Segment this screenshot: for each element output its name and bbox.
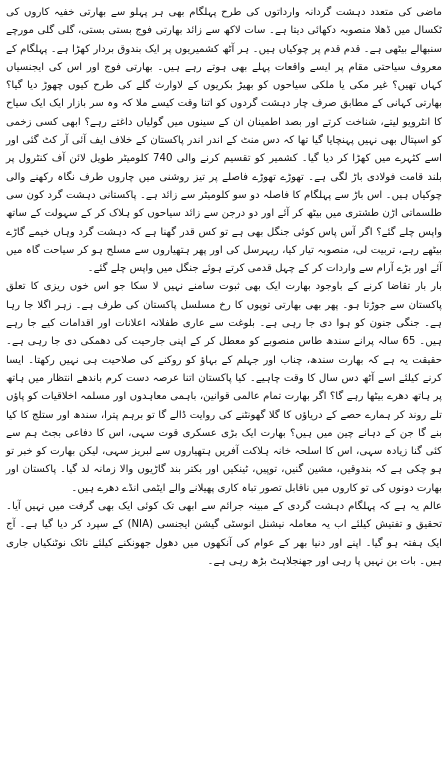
article-paragraph-3: عالم یہ ہے کہ پہلگام دہشت گردی کے مبینہ جرائم سے ابھی تک کوئی ایک بھی گرفت میں نہیں آیا۔ تحقیق و تفتیش کیلئے اب یہ معاملہ نیشنل انوسٹی گیشن ایجنسی (NIA) کے سپرد کر دیا گیا ہے۔ آج ایک ہفتہ ہو گیا۔ اپنے اور دنیا بھر کے عوام کی آنکھوں میں دھول جھونکنے کیلئے ناٹک نوٹنکیاں جاری ہیں۔ بات بن نہیں پا رہی اور جھنجلاہٹ بڑھ رہی ہے۔ [6,501,442,567]
article-body [6,4,442,571]
article-paragraph-1: ماضی کی متعدد دہشت گردانہ وارداتوں کی طرح پہلگام بھی ہر پہلو سے بھارتی خفیہ کاروں کی ٹکسال میں ڈھلا منصوبہ دکھائی دیتا ہے۔ سات لاکھ سے زائد بھارتی فوج بستی بستی، گلی گلی مورچے سنبھالے بیٹھی ہے۔ قدم قدم پر چوکیاں ہیں۔ ہر آٹھ کشمیریوں پر ایک بندوق بردار کھڑا ہے۔ پہلگام کے معروف سیاحتی مقام پر ایسے واقعات پہلے بھی ہوتے رہے ہیں۔ بھارتی فوج اور اس کی ایجنسیاں کہاں تھیں؟ غیر مکی یا ملکی سیاحوں کو بھیڑ بکریوں کے لاوارث گلے کی طرح کیوں چھوڑ دیا گیا؟ بھارتی کہانی کے مطابق صرف چار دہشت گردوں کو اتنا وقت کیسے ملا کہ وہ سر بازار ایک ایک سیاح کا انٹرویو لیتے، شناخت کرتے اور بصد اطمینان ان کے سینوں میں گولیاں داغتے رہے؟ ابھی کسی زخمی کو اسپتال بھی نہیں پہنچایا گیا تھا کہ دس منٹ کے اندر اندر پاکستان کے خلاف ایف آئی آر کٹ گئی اور اسے کٹہرے میں کھڑا کر دیا گیا۔ کشمیر کو تقسیم کرنے والی 740 کلومیٹر طویل لائن آف کنٹرول پر بلند قامت فولادی باڑ لگی ہے۔ تھوڑے تھوڑے فاصلے پر تیز روشنی میں چاروں طرف نگاہ رکھنے والی چوکیاں ہیں۔ اس باڑ سے پہلگام کا فاصلہ دو سو کلومیٹر سے زائد ہے۔ پاکستانی دہشت گرد کون سی طلسماتی اڑن طشتری میں بیٹھ کر آئے اور دو درجن سے زائد سیاحوں کو ہلاک کر کے سہولت کے ساتھ واپس چلے گئے؟ اگر آس پاس کوئی جنگل بھی ہے تو کس قدر گھنا ہے کہ دہشت گرد وہاں خیمے گاڑے بیٹھے رہے، تربیت لی، منصوبہ تیار کیا، ریہرسل کی اور پھر ہتھیاروں سے مسلح ہو کر سیاحت گاہ میں آئے اور بڑے آرام سے واردات کر کے چہل قدمی کرتے ہوئے جنگل میں واپس چلے گئے۔ [6,7,442,275]
article-paragraph-2: بار بار تقاضا کرنے کے باوجود بھارت ایک بھی ثبوت سامنے نہیں لا سکا جو اس خوں ریزی کا تعلق پاکستان سے جوڑتا ہو۔ پھر بھی بھارتی توپوں کا رخ مسلسل پاکستان کی طرف ہے۔ زہر اگلا جا رہا ہے۔ جنگی جنون کو ہوا دی جا رہی ہے۔ بلوغت سے عاری طفلانہ اعلانات اور اقدامات کیے جا رہے ہیں۔ 65 سالہ پرانے سندھ طاس منصوبے کو معطل کر کے اپنی جارحیت کی دھمکی دی جا رہی ہے۔ حقیقت یہ ہے کہ بھارت سندھ، چناب اور جہلم کے بہاؤ کو روکنے کی صلاحیت ہی نہیں رکھتا۔ ایسا کرنے کیلئے اسے آٹھ دس سال کا وقت چاہیے۔ کیا پاکستان اتنا عرصہ دست کرم باندھے انتظار میں ہاتھ پر ہاتھ دھرے بیٹھا رہے گا؟ اگر بھارت تمام عالمی قوانین، باہمی معاہدوں اور مسلمہ اخلاقیات کو پاؤں تلے روند کر ہمارے حصے کے دریاؤں کا گلا گھونٹنے کی روایت ڈالے گا تو برہم پترا، سندھ اور ستلج کا کیا بنے گا جن کے دہانے چین میں ہیں؟ بھارت ایک بڑی عسکری قوت سہی، اس کا دفاعی بجٹ ہم سے کئی گنا زیادہ سہی، اس کا اسلحہ خانہ ہلاکت آفریں ہتھیاروں سے لبریز سہی، لیکن بھارت کو خبر تو ہو چکی ہے کہ بندوقیں، مشین گنیں، توپیں، ٹینکیں اور بکتر بند گاڑیوں والا زمانہ لد گیا۔ پاکستان اور بھارت دونوں کی تو کاروں میں ناقابل تصور تباہ کاری پھیلانے والے ایٹمی انڈے دھرے ہیں۔ [6,281,442,494]
